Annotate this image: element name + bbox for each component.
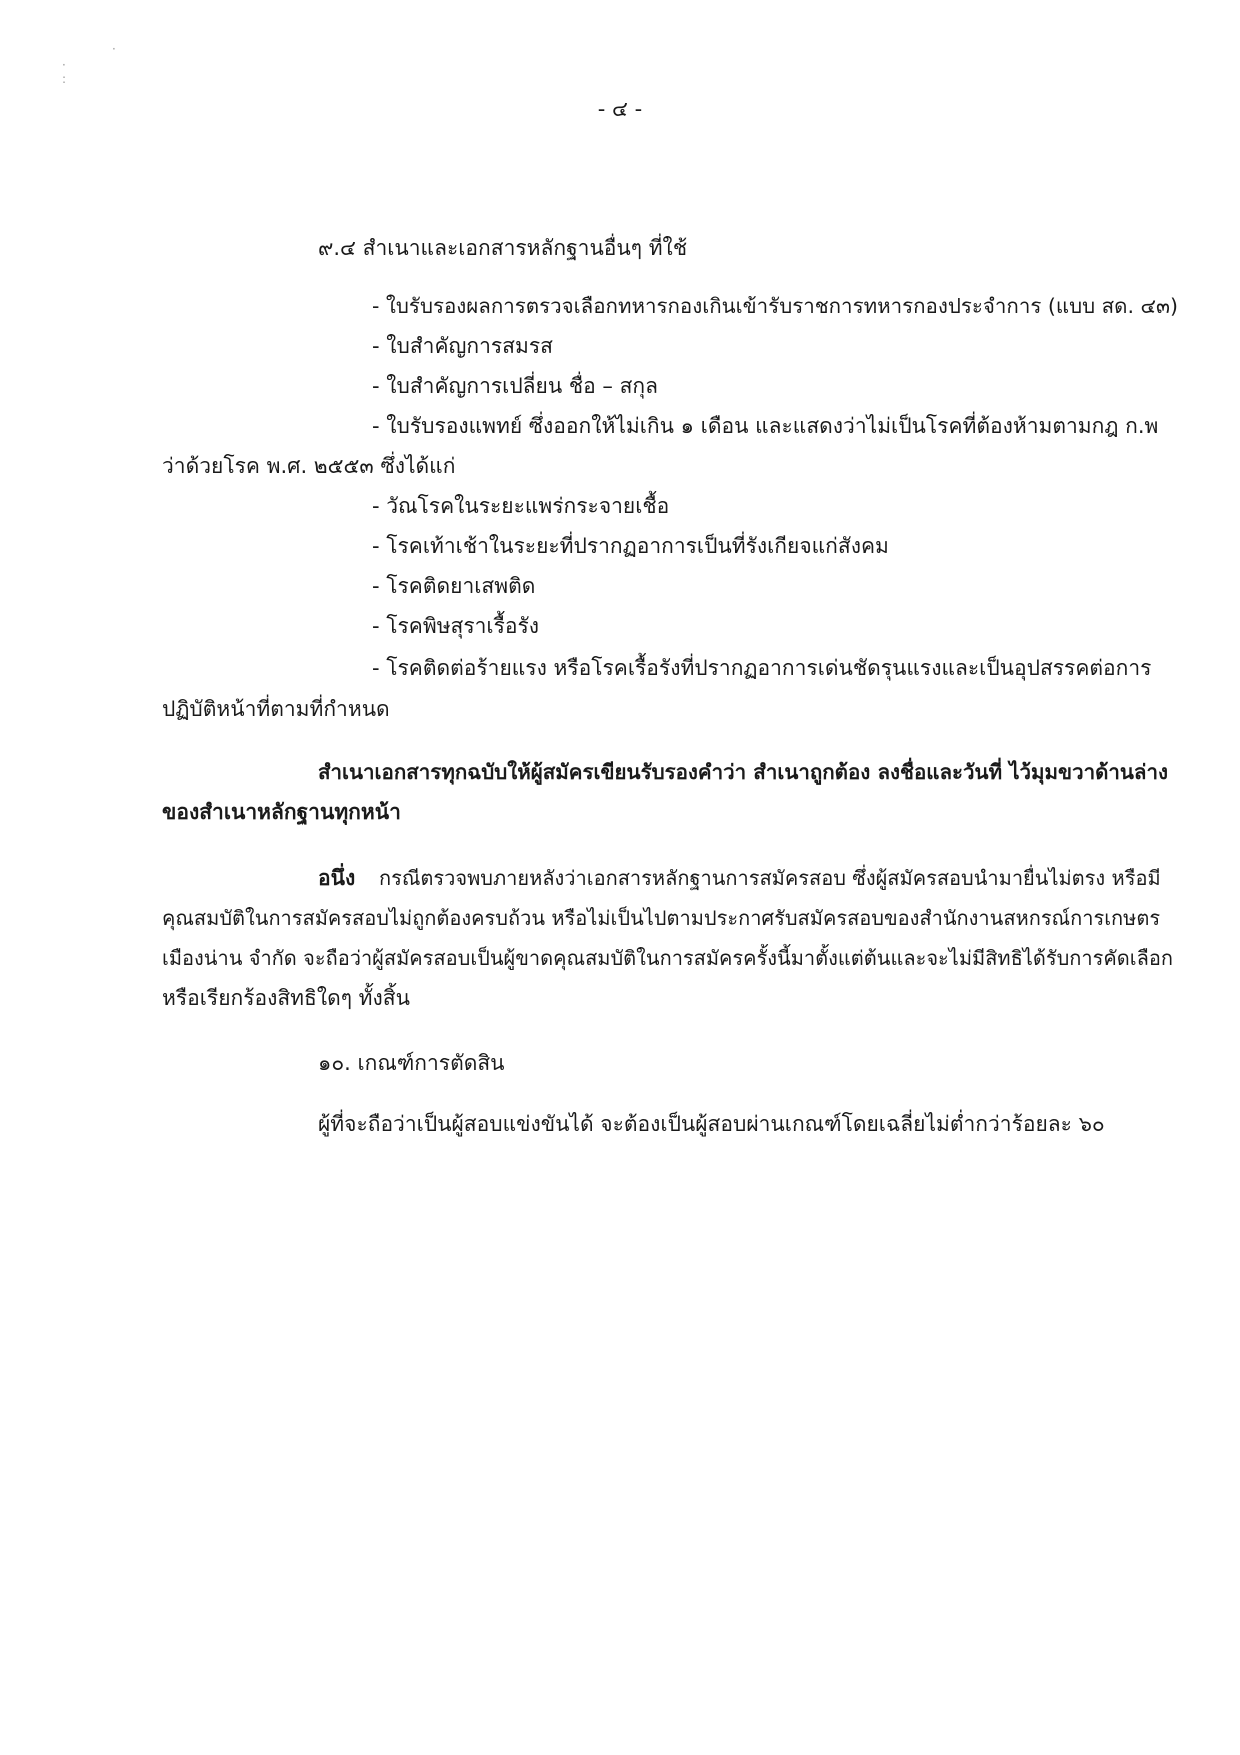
document-item: - ใบสำคัญการสมรส: [372, 334, 553, 358]
disease-item: - โรคติดต่อร้ายแรง หรือโรคเรื้อรังที่ปรากฏอาการเด่นชัดรุนแรงและเป็นอุปสรรคต่อการ: [372, 656, 1152, 680]
section-10-heading: ๑๐. เกณฑ์การตัดสิน: [318, 1051, 505, 1075]
disease-item-continuation: ปฏิบัติหน้าที่ตามที่กำหนด: [162, 697, 390, 721]
disease-item: - วัณโรคในระยะแพร่กระจายเชื้อ: [372, 494, 670, 518]
disease-item: - โรคพิษสุราเรื้อรัง: [372, 614, 540, 638]
certification-note-line: ของสำเนาหลักฐานทุกหน้า: [162, 800, 401, 824]
document-item: - ใบรับรองผลการตรวจเลือกทหารกองเกินเข้ารับราชการทหารกองประจำการ (แบบ สด. ๔๓): [372, 294, 1179, 318]
scan-speck: :: [62, 72, 67, 86]
scan-speck: ·: [112, 42, 116, 56]
notice-line: คุณสมบัติในการสมัครสอบไม่ถูกต้องครบถ้วน หรือไม่เป็นไปตามประกาศรับสมัครสอบของสำนักงานสหกรณ์การเกษตร: [162, 906, 1161, 930]
document-item: - ใบสำคัญการเปลี่ยน ชื่อ – สกุล: [372, 374, 659, 398]
section-10-text: ผู้ที่จะถือว่าเป็นผู้สอบแข่งขันได้ จะต้องเป็นผู้สอบผ่านเกณฑ์โดยเฉลี่ยไม่ต่ำกว่าร้อยละ ๖๐: [318, 1112, 1105, 1136]
notice-lead: อนึ่ง: [318, 866, 356, 890]
page-number: - ๔ -: [597, 97, 643, 121]
document-item: - ใบรับรองแพทย์ ซึ่งออกให้ไม่เกิน ๑ เดือน และแสดงว่าไม่เป็นโรคที่ต้องห้ามตามกฎ ก.พ: [372, 414, 1159, 438]
notice-line: หรือเรียกร้องสิทธิใดๆ ทั้งสิ้น: [162, 986, 410, 1010]
disease-item: - โรคติดยาเสพติด: [372, 574, 536, 598]
certification-note-line: สำเนาเอกสารทุกฉบับให้ผู้สมัครเขียนรับรองคำว่า สำเนาถูกต้อง ลงชื่อและวันที่ ไว้มุมขวาด้านล่าง: [318, 760, 1169, 784]
document-item-continuation: ว่าด้วยโรค พ.ศ. ๒๕๕๓ ซึ่งได้แก่: [162, 454, 456, 478]
disease-item: - โรคเท้าเช้าในระยะที่ปรากฏอาการเป็นที่รังเกียจแก่สังคม: [372, 534, 889, 558]
notice-line: เมืองน่าน จำกัด จะถือว่าผู้สมัครสอบเป็นผู้ขาดคุณสมบัติในการสมัครครั้งนี้มาตั้งแต่ต้นและจะไม่มีสิทธิได้รับการคัดเลือก: [162, 946, 1173, 970]
section-9-4-heading: ๙.๔ สำเนาและเอกสารหลักฐานอื่นๆ ที่ใช้: [318, 236, 688, 260]
scan-speck: ·: [62, 58, 66, 72]
notice-line: กรณีตรวจพบภายหลังว่าเอกสารหลักฐานการสมัครสอบ ซึ่งผู้สมัครสอบนำมายื่นไม่ตรง หรือมี: [379, 866, 1161, 890]
